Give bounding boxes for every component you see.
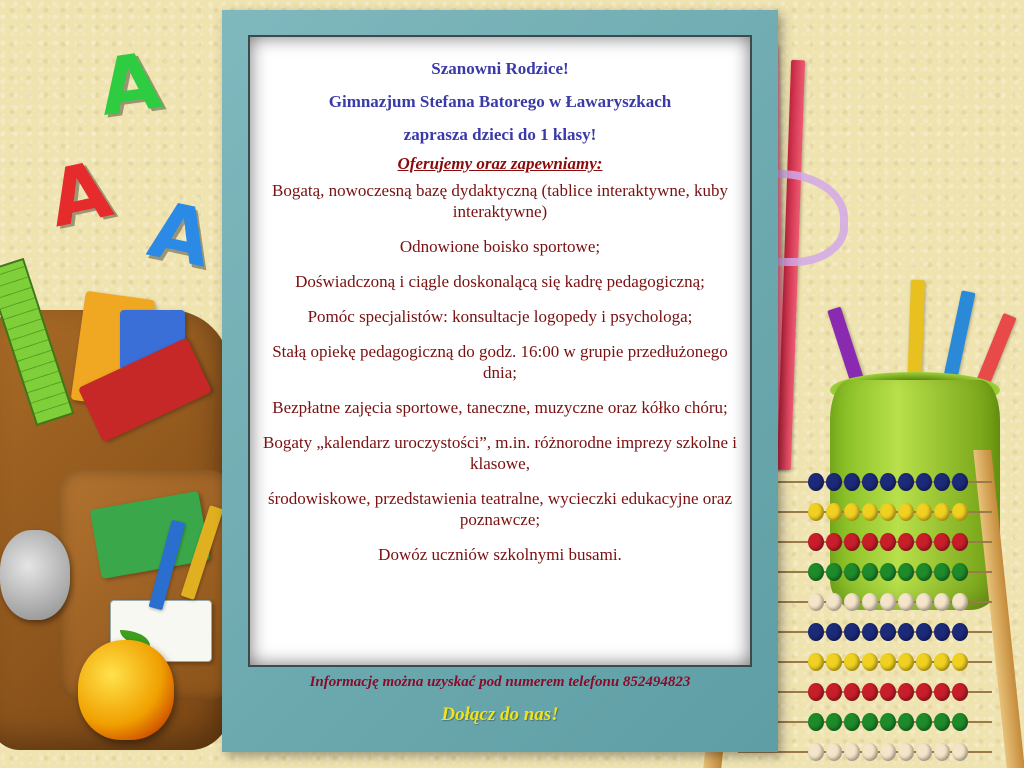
offer-item: środowiskowe, przedstawienia teatralne, wycieczki edukacyjne oraz poznawcze; <box>268 489 732 529</box>
greeting-heading: Szanowni Rodzice! <box>431 59 569 78</box>
offer-item: Stałą opiekę pedagogiczną do godz. 16:00 w grupie przedłużonego dnia; <box>272 342 728 382</box>
letter-a-icon: A <box>41 144 120 246</box>
offer-item: Bogaty „kalendarz uroczystości”, m.in. różnorodne imprezy szkolne i klasowe, <box>263 433 737 473</box>
apple-icon <box>78 640 174 740</box>
mouse-icon <box>0 530 70 620</box>
offer-item: Doświadczoną i ciągle doskonalącą się kadrę pedagogiczną; <box>295 272 705 291</box>
offer-item: Odnowione boisko sportowe; <box>399 237 601 256</box>
card-content <box>250 37 750 665</box>
offer-heading: Oferujemy oraz zapewniamy: <box>397 154 603 173</box>
contact-info: Informację można uzyskać pod numerem telefonu 852494823 <box>309 674 691 690</box>
offer-item: Bogatą, nowoczesną bazę dydaktyczną (tablice interaktywne, kuby interaktywne) <box>272 181 728 221</box>
invite-heading: zaprasza dzieci do 1 klasy! <box>403 125 597 144</box>
offer-item: Bezpłatne zajęcia sportowe, taneczne, muzyczne oraz kółko chóru; <box>272 398 728 417</box>
join-us-text: Dołącz do nas! <box>441 704 559 725</box>
offer-item: Pomóc specjalistów: konsultacje logopedy i psychologa; <box>307 307 693 326</box>
offer-item: Dowóz uczniów szkolnymi busami. <box>378 545 622 564</box>
letter-a-icon: A <box>141 184 220 286</box>
letter-a-icon: A <box>94 36 167 134</box>
school-name-heading: Gimnazjum Stefana Batorego w Ławaryszkach <box>328 92 672 111</box>
